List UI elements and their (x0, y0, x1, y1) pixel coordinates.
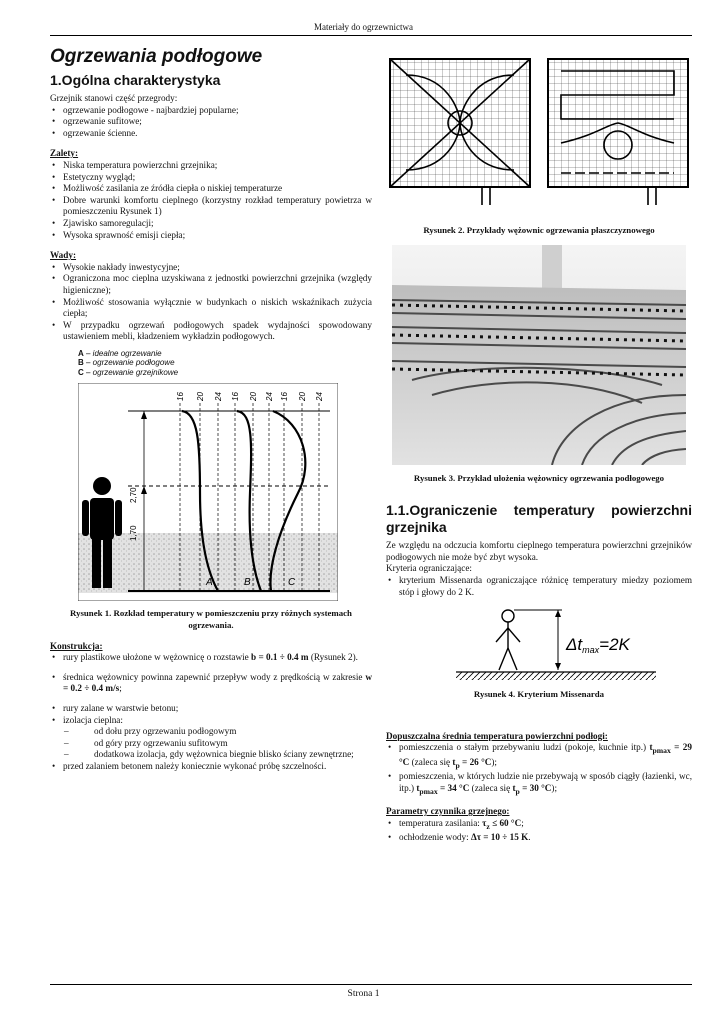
tick-label: 24 (214, 392, 223, 402)
tick-label: 16 (176, 392, 185, 402)
figure-3-caption: Rysunek 3. Przykład ułożenia wężownicy ogrzewania podłogowego (413, 472, 665, 483)
legend-entry: A – idealne ogrzewanie (78, 348, 162, 358)
cons-heading: Wady: (50, 250, 77, 261)
list-item: – od dołu przy ogrzewaniu podłogowym (94, 726, 372, 738)
header-rule (50, 35, 692, 36)
list-item: • Estetyczny wygląd; (63, 172, 372, 184)
right-column (386, 40, 692, 844)
tick-label: 20 (298, 392, 307, 402)
insulation-sublist (50, 726, 372, 761)
list-item: • ogrzewanie podłogowe - najbardziej popularne; (63, 105, 372, 117)
list-item: • średnica wężownicy powinna zapewnić przepływ wody z prędkością w zakresie w = 0.2 ÷ 0.4 m/s; (63, 672, 372, 695)
list-item: • pomieszczenia, w których ludzie nie przebywają w sposób ciągły (łazienki, wc, itp.) $t_{pmax} = 34$ °C (zaleca się $t_p = 30$ °C); (399, 771, 692, 797)
tick-label: 16 (231, 392, 240, 402)
figure-1-temperature-profile (78, 383, 338, 601)
list-item: • Wysoka sprawność emisji ciepła; (63, 230, 372, 242)
list-item: • Wysokie nakłady inwestycyjne; (63, 262, 372, 274)
list-item: • Możliwość zasilania ze źródła ciepła o niskiej temperaturze (63, 183, 372, 195)
page-title: Ogrzewania podłogowe (50, 46, 263, 67)
figure-3-installation-photo (392, 245, 686, 465)
list-item: • W przypadku ogrzewań podłogowych spadek wydajności spowodowany ustawieniem mebli, kładzeniem wykładzin podłogowych. (63, 320, 372, 343)
figure-1-caption: Rysunek 1. Rozkład temperatury w pomieszczeniu przy różnych systemach ogrzewania. (70, 608, 352, 630)
figure-1-legend (78, 349, 372, 378)
criteria-list (386, 575, 692, 598)
pros-list (50, 160, 372, 241)
tick-label: 24 (315, 392, 324, 402)
pros-heading: Zalety: (50, 148, 79, 159)
intro-list (50, 105, 372, 140)
list-item: • ogrzewanie sufitowe; (63, 116, 372, 128)
tick-label: 24 (265, 392, 274, 402)
section-1-1-text: Ze względu na odczucia komfortu cieplnego temperatura powierzchni grzejników podłogowych nie może być zbyt wysoka. (386, 540, 692, 562)
construction-list-end (50, 761, 372, 773)
list-item: • temperatura zasilania: $\tau_z \le 60$ °C; (399, 818, 692, 832)
figure-4-caption: Rysunek 4. Kryterium Missenarda (473, 689, 605, 700)
tick-label: 20 (196, 392, 205, 402)
curve-label-b: B (244, 577, 251, 589)
stick-figure-icon (496, 610, 520, 670)
floor-temp-heading: Dopuszczalna średnia temperatura powierzchni podłogi: (386, 730, 608, 741)
page-number: Strona 1 (347, 989, 380, 999)
figure-2-caption: Rysunek 2. Przykłady wężownic ogrzewania płaszczyznowego (423, 225, 655, 235)
list-item: • Ograniczona moc cieplna uzyskiwana z jednostki powierzchni grzejnika (względy higieniczne); (63, 273, 372, 296)
list-item: • ogrzewanie ścienne. (63, 128, 372, 140)
list-item: • ochłodzenie wody: Δτ = 10 ÷ 15 K. (399, 832, 692, 844)
figure-4-formula: Δtmax=2K (566, 635, 630, 656)
coil-diagram-2 (548, 59, 688, 205)
tick-label: 16 (280, 392, 289, 402)
tick-label: 20 (249, 392, 258, 402)
list-item: • Niska temperatura powierzchni grzejnika; (63, 160, 372, 172)
list-item: – dodatkowa izolacja, gdy wężownica biegnie blisko ściany zewnętrzne; (94, 749, 372, 761)
list-item: • pomieszczenia o stałym przebywaniu ludzi (pokoje, kuchnie itp.) $t_{pmax} = 29$ °C (zaleca się $t_p = 26$ °C); (399, 742, 692, 771)
list-item: • Dobre warunki komfortu cieplnego (korzystny rozkład temperatury powietrza w pomieszczeniu Rysunek 1) (63, 195, 372, 218)
list-item: • rury plastikowe ułożone w wężownicę o rozstawie b = 0.1 ÷ 0.4 m (Rysunek 2). (63, 652, 372, 664)
section-1-1-title: 1.1.Ograniczenie temperatury powierzchni grzejnika (386, 502, 692, 536)
section-1-title: 1.Ogólna charakterystyka (50, 72, 221, 88)
list-item: • przed zalaniem betonem należy koniecznie wykonać próbę szczelności. (63, 761, 372, 773)
floor-temp-list (386, 742, 692, 797)
params-heading: Parametry czynnika grzejnego: (386, 806, 510, 817)
footer-rule (50, 984, 692, 985)
construction-heading: Konstrukcja: (50, 640, 103, 651)
legend-entry: B – ogrzewanie podłogowe (78, 358, 175, 368)
list-item: • Możliwość stosowania wyłącznie w budynkach o niskich wskaźnikach zużycia ciepła; (63, 297, 372, 320)
legend-entry: C – ogrzewanie grzejnikowe (78, 367, 179, 377)
height-label-bottom: 1,70 (129, 525, 138, 542)
list-item: • Zjawisko samoregulacji; (63, 218, 372, 230)
list-item: • rury zalane w warstwie betonu; (63, 703, 372, 715)
intro-text: Grzejnik stanowi część przegrody: (50, 93, 178, 103)
curve-label-c: C (288, 577, 296, 589)
height-label-top: 2,70 (129, 487, 138, 504)
params-list (386, 818, 692, 844)
figure-4-missenard-diagram (456, 606, 656, 686)
curve-label-a: A (206, 577, 213, 589)
criteria-heading: Kryteria ograniczające: (386, 563, 472, 574)
list-item: – od góry przy ogrzewaniu sufitowym (94, 738, 372, 750)
list-item: • kryterium Missenarda ograniczające różnicę temperatury miedzy poziomem stóp i głowy do 2 K. (399, 575, 692, 598)
cons-list (50, 262, 372, 343)
coil-diagram-1 (390, 59, 530, 205)
running-header: Materiały do ogrzewnictwa (314, 22, 413, 32)
figure-2-pipe-coil-diagrams (386, 55, 692, 215)
left-column (50, 40, 372, 773)
construction-list (50, 652, 372, 726)
list-item: • izolacja cieplna: (63, 715, 372, 727)
